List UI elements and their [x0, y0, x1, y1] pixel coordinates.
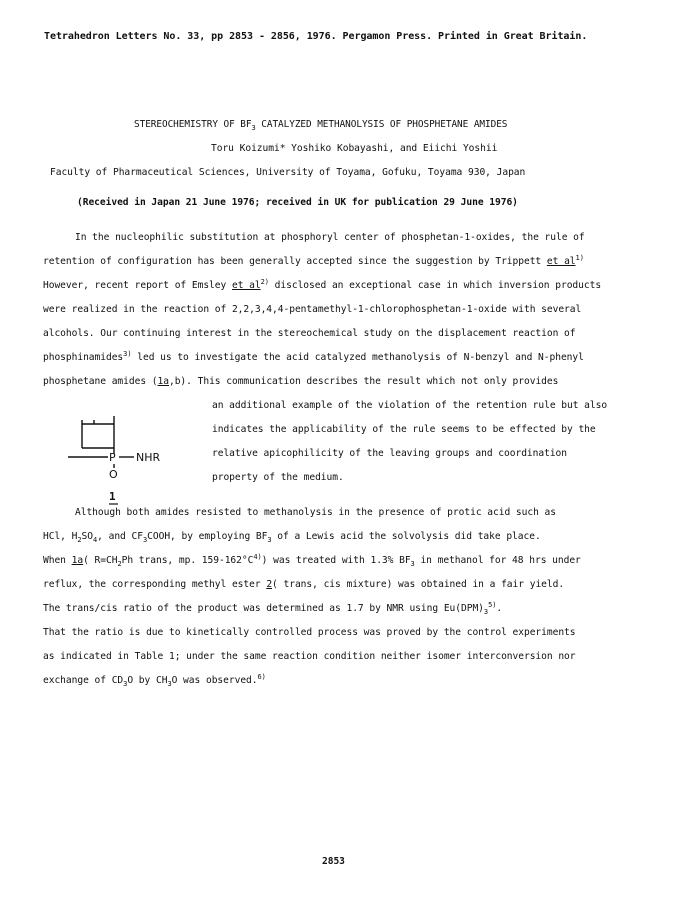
compound-number: 1: [109, 490, 116, 503]
received-dates: (Received in Japan 21 June 1976; received in UK for publication 29 June 1976): [77, 197, 518, 208]
body-line: retention of configuration has been generally accepted since the suggestion by Trippett et $al^{1)}$: [43, 253, 584, 267]
reference-mark: 4): [253, 552, 262, 561]
affiliation: Faculty of Pharmaceutical Sciences, University of Toyama, Gofuku, Toyama 930, Japan: [50, 167, 526, 178]
body-line: relative apicophilicity of the leaving groups and coordination: [212, 448, 568, 459]
author-first: Toru Koizumi: [211, 143, 280, 154]
body-line: exchange of $CD_3O$ by $CH_3O$ was observed.$^{6)}$: [43, 672, 266, 688]
body-line: The trans/cis ratio of the product was determined as 1.7 by NMR using $Eu(DPM)_3^{5)}$.: [43, 600, 503, 616]
phosphorus-atom: P: [109, 451, 116, 464]
body-line: as indicated in Table 1; under the same reaction condition neither isomer interconversion nor: [43, 651, 576, 662]
reference-mark: 1): [575, 253, 584, 262]
body-line: alcohols. Our continuing interest in the stereochemical study on the displacement reaction of: [43, 328, 576, 339]
title-part-b: CATALYZED METHANOLYSIS OF PHOSPHETANE AMIDES: [255, 119, 508, 130]
reference-mark: 3): [123, 349, 132, 358]
reference-mark: 5): [488, 600, 497, 609]
body-line: HCl, $H_2SO_4$, and $CF_3COOH$, by employing $BF_3$ of a Lewis acid the solvolysis did take place.: [43, 531, 541, 544]
body-line: phosphinamides$^{3)}$ led us to investigate the acid catalyzed methanolysis of N-benzyl and N-phenyl: [43, 349, 584, 363]
compound-ref: 1a: [157, 376, 169, 387]
body-line: an additional example of the violation of the retention rule but also: [212, 400, 608, 411]
nhr-group: NHR: [136, 451, 161, 464]
body-line: reflux, the corresponding methyl ester 2( trans, cis mixture) was obtained in a fair yield.: [43, 579, 565, 590]
body-line: When 1a( $R=CH_2Ph$ trans, mp. $159-162^\circ C^{4)}$) was treated with 1.3% $BF_3$ in methanol for 48 hrs under: [43, 552, 581, 568]
reference-mark: 6): [257, 672, 266, 681]
title-part-a: STEREOCHEMISTRY OF BF: [134, 119, 252, 130]
body-line: indicates the applicability of the rule seems to be effected by the: [212, 424, 596, 435]
citation-et-al: et al: [546, 256, 576, 267]
compound-ref: 1a: [71, 555, 84, 566]
body-line: were realized in the reaction of 2,2,3,4,4-pentamethyl-1-chlorophosphetan-1-oxide with several: [43, 304, 582, 315]
citation-et-al: et al: [231, 280, 261, 291]
journal-header: Tetrahedron Letters No. 33, pp 2853 - 2856, 1976. Pergamon Press. Printed in Great Britain.: [44, 31, 588, 42]
body-line: property of the medium.: [212, 472, 344, 483]
body-line: That the ratio is due to kinetically controlled process was proved by the control experiments: [43, 627, 576, 638]
page-number: 2853: [322, 856, 345, 867]
title-subscript: 3: [251, 123, 256, 132]
body-line: phosphetane amides (1a,b). This communication describes the result which not only provides: [43, 376, 559, 387]
authors: [211, 143, 497, 154]
reference-mark: 2): [260, 277, 269, 286]
compound-ref: 2: [266, 579, 273, 590]
phosphetane-structure: [64, 416, 184, 506]
author-rest: Yoshiko Kobayashi, and Eiichi Yoshii: [285, 143, 498, 154]
oxygen-atom: O: [109, 468, 118, 481]
body-line: Although both amides resisted to methanolysis in the presence of protic acid such as: [75, 507, 556, 518]
body-line: However, recent report of Emsley et $al^{2)}$ disclosed an exceptional case in which inversion products: [43, 277, 602, 291]
corresponding-mark: *: [279, 143, 286, 154]
body-line: In the nucleophilic substitution at phosphoryl center of phosphetan-1-oxides, the rule of: [75, 232, 585, 243]
paper-title: [134, 119, 507, 130]
